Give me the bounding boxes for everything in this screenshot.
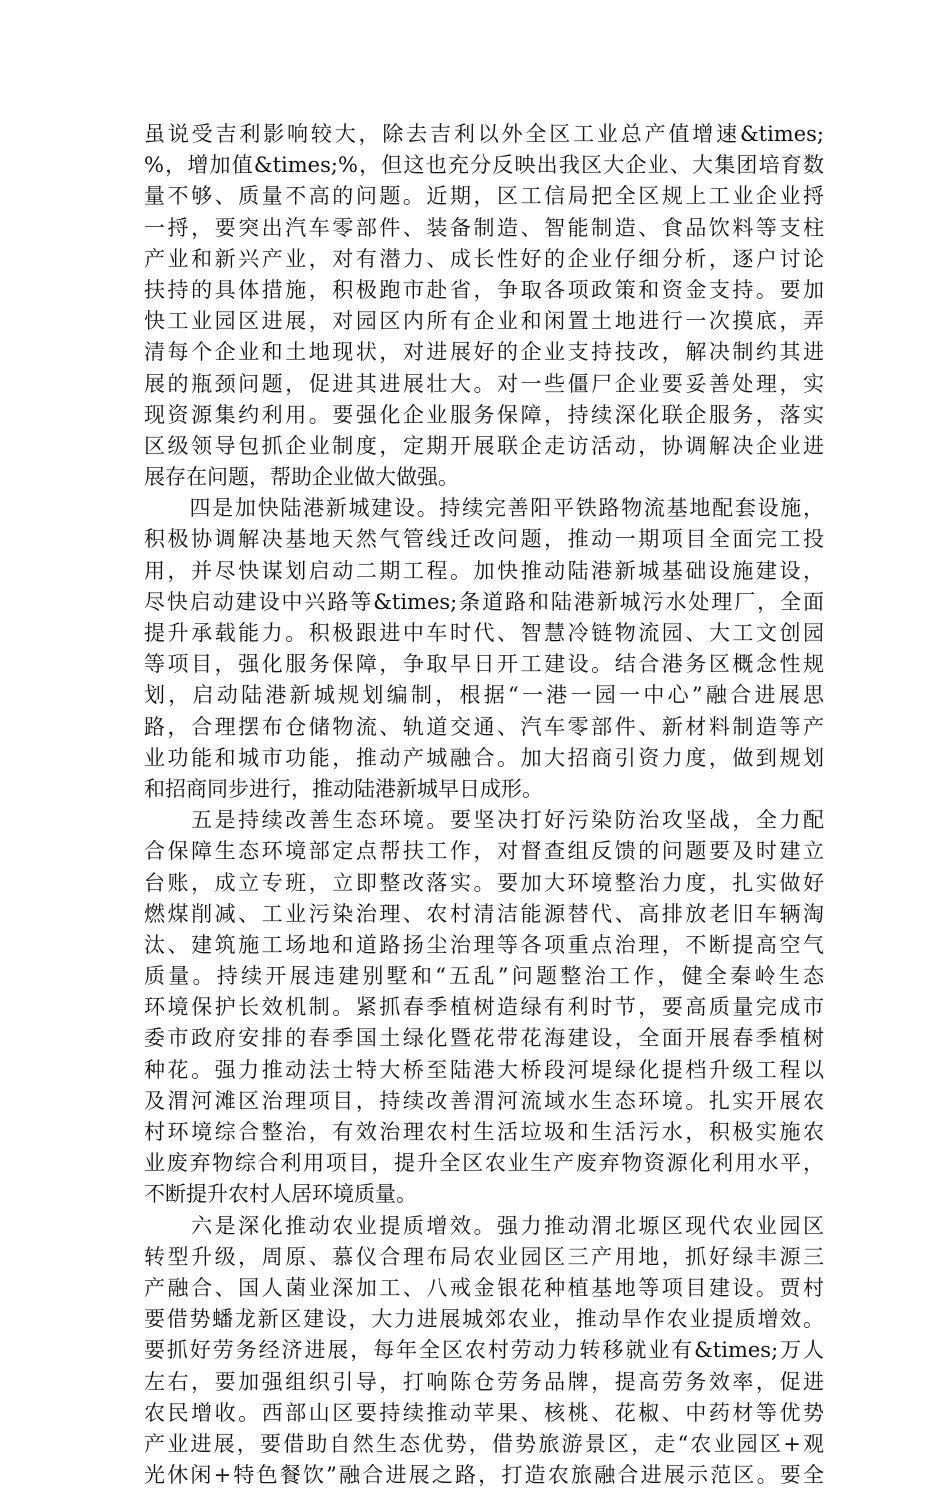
text-line: 要抓好劳务经济进展，每年全区农村劳动力转移就业有&times;万人 bbox=[144, 1338, 824, 1363]
text-line: %，增加值&times;%，但这也充分反映出我区大企业、大集团培育数 bbox=[144, 153, 824, 178]
text-line: 产业进展，要借助自然生态优势，借势旅游景区，走“农业园区+观 bbox=[144, 1431, 824, 1456]
text-line: 产融合、国人菌业深加工、八戒金银花种植基地等项目建设。贾村 bbox=[144, 1275, 824, 1300]
document-page bbox=[144, 119, 824, 1491]
text-line: 环境保护长效机制。紧抓春季植树造绿有利时节，要高质量完成市 bbox=[144, 995, 824, 1020]
paragraph-end-line: 和招商同步进行，推动陆港新城早日成形。 bbox=[144, 776, 543, 801]
text-line: 委市政府安排的春季国土绿化暨花带花海建设，全面开展春季植树 bbox=[144, 1026, 824, 1051]
text-line: 积极协调解决基地天然气管线迁改问题，推动一期项目全面完工投 bbox=[144, 527, 824, 552]
text-line: 质量。持续开展违建别墅和“五乱”问题整治工作，健全秦岭生态 bbox=[144, 964, 824, 989]
text-line: 农民增收。西部山区要持续推动苹果、核桃、花椒、中药材等优势 bbox=[144, 1400, 824, 1425]
paragraph-start-line: 六是深化推动农业提质增效。强力推动渭北塬区现代农业园区 bbox=[144, 1213, 824, 1238]
text-line: 路，合理摆布仓储物流、轨道交通、汽车零部件、新材料制造等产 bbox=[144, 714, 824, 739]
text-line: 转型升级，周原、慕仪合理布局农业园区三产用地，抓好绿丰源三 bbox=[144, 1244, 824, 1269]
paragraph-start-line: 四是加快陆港新城建设。持续完善阳平铁路物流基地配套设施， bbox=[144, 496, 824, 521]
text-line: 一捋，要突出汽车零部件、装备制造、智能制造、食品饮料等支柱 bbox=[144, 215, 824, 240]
paragraph-end-line: 不断提升农村人居环境质量。 bbox=[144, 1182, 417, 1207]
text-line: 合保障生态环境部定点帮扶工作，对督查组反馈的问题要及时建立 bbox=[144, 839, 824, 864]
text-line: 扶持的具体措施，积极跑市赴省，争取各项政策和资金支持。要加 bbox=[144, 277, 824, 302]
text-line: 业废弃物综合利用项目，提升全区农业生产废弃物资源化利用水平， bbox=[144, 1151, 824, 1176]
text-line: 产业和新兴产业，对有潜力、成长性好的企业仔细分析，逐户讨论 bbox=[144, 246, 824, 271]
text-line: 种花。强力推动法士特大桥至陆港大桥段河堤绿化提档升级工程以 bbox=[144, 1057, 824, 1082]
text-line: 汰、建筑施工场地和道路扬尘治理等各项重点治理，不断提高空气 bbox=[144, 932, 824, 957]
paragraph-start-line: 五是持续改善生态环境。要坚决打好污染防治攻坚战，全力配 bbox=[144, 808, 824, 833]
text-line: 左右，要加强组织引导，打响陈仓劳务品牌，提高劳务效率，促进 bbox=[144, 1369, 824, 1394]
text-line: 台账，成立专班，立即整改落实。要加大环境整治力度，扎实做好 bbox=[144, 870, 824, 895]
text-line: 业功能和城市功能，推动产城融合。加大招商引资力度，做到规划 bbox=[144, 745, 824, 770]
text-line: 光休闲+特色餐饮”融合进展之路，打造农旅融合进展示范区。要全 bbox=[144, 1463, 824, 1488]
text-line: 清每个企业和土地现状，对进展好的企业支持技改，解决制约其进 bbox=[144, 340, 824, 365]
text-line: 及渭河滩区治理项目，持续改善渭河流域水生态环境。扎实开展农 bbox=[144, 1088, 824, 1113]
text-line: 尽快启动建设中兴路等&times;条道路和陆港新城污水处理厂，全面 bbox=[144, 589, 824, 614]
text-line: 燃煤削减、工业污染治理、农村清洁能源替代、高排放老旧车辆淘 bbox=[144, 901, 824, 926]
paragraph-end-line: 展存在问题，帮助企业做大做强。 bbox=[144, 465, 459, 490]
text-line: 现资源集约利用。要强化企业服务保障，持续深化联企服务，落实 bbox=[144, 402, 824, 427]
text-line: 虽说受吉利影响较大，除去吉利以外全区工业总产值增速&times; bbox=[144, 122, 824, 146]
text-line: 区级领导包抓企业制度，定期开展联企走访活动，协调解决企业进 bbox=[144, 433, 824, 458]
text-line: 快工业园区进展，对园区内所有企业和闲置土地进行一次摸底，弄 bbox=[144, 309, 824, 334]
text-line: 量不够、质量不高的问题。近期，区工信局把全区规上工业企业捋 bbox=[144, 184, 824, 209]
text-line: 用，并尽快谋划启动二期工程。加快推动陆港新城基础设施建设， bbox=[144, 558, 824, 583]
text-line: 提升承载能力。积极跟进中车时代、智慧冷链物流园、大工文创园 bbox=[144, 621, 824, 645]
text-line: 展的瓶颈问题，促进其进展壮大。对一些僵尸企业要妥善处理，实 bbox=[144, 371, 824, 396]
text-line: 要借势蟠龙新区建设，大力进展城郊农业，推动旱作农业提质增效。 bbox=[144, 1307, 824, 1332]
text-line: 等项目，强化服务保障，争取早日开工建设。结合港务区概念性规 bbox=[144, 652, 824, 677]
text-line: 村环境综合整治，有效治理农村生活垃圾和生活污水，积极实施农 bbox=[144, 1120, 824, 1144]
text-line: 划，启动陆港新城规划编制，根据“一港一园一中心”融合进展思 bbox=[144, 683, 824, 708]
